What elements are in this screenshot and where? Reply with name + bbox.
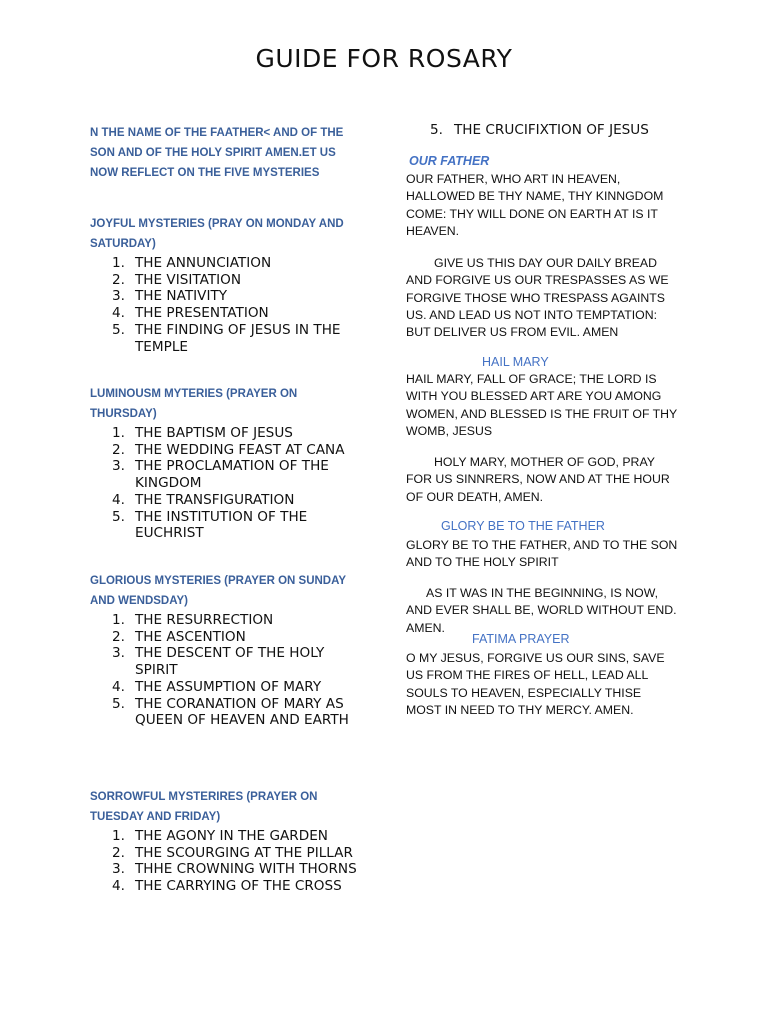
glorious-list xyxy=(90,612,370,729)
list-item: 3. THE PROCLAMATION OF THE KINGDOM xyxy=(112,458,329,492)
joyful-heading: JOYFUL MYSTERIES (PRAY ON MONDAY AND SATURDAY) xyxy=(90,218,344,250)
joyful-list xyxy=(90,255,370,355)
glory-be-p1: GLORY BE TO THE FATHER, AND TO THE SON AND TO THE HOLY SPIRIT xyxy=(406,538,678,570)
glory-be-heading: GLORY BE TO THE FATHER xyxy=(441,519,605,533)
our-father-p2: GIVE US THIS DAY OUR DAILY BREAD AND FORGIVE US OUR TRESPASSES AS WE FORGIVE THOSE WHO TRESPASS AGAINTS US. AND LEAD US NOT INTO TEMPTATION: BUT DELIVER US FROM EVIL. AMEN xyxy=(406,256,669,340)
sorrowful-list xyxy=(90,828,370,895)
list-item: 1. THE AGONY IN THE GARDEN xyxy=(112,828,328,844)
our-father-heading: OUR FATHER xyxy=(409,154,490,168)
list-item: 5. THE CORANATION OF MARY AS QUEEN OF HEAVEN AND EARTH xyxy=(112,695,349,729)
list-item: 1. THE ANNUNCIATION xyxy=(112,255,272,271)
list-item: 2. THE ASCENTION xyxy=(112,628,246,645)
list-item: 4. THE ASSUMPTION OF MARY xyxy=(112,678,322,695)
sorrowful-item-5: 5. THE CRUCIFIXTION OF JESUS xyxy=(430,122,649,138)
list-item: 4. THE CARRYING OF THE CROSS xyxy=(112,878,342,895)
list-item: 3. THE DESCENT OF THE HOLY SPIRIT xyxy=(112,645,325,679)
hail-mary-p2: HOLY MARY, MOTHER OF GOD, PRAY FOR US SINNRERS, NOW AND AT THE HOUR OF OUR DEATH, AMEN. xyxy=(406,455,670,504)
list-item: 4. THE TRANSFIGURATION xyxy=(112,491,295,508)
list-item: 1. THE RESURRECTION xyxy=(112,612,274,628)
list-item: 2. THE SCOURGING AT THE PILLAR xyxy=(112,844,353,861)
fatima-heading: FATIMA PRAYER xyxy=(472,632,570,646)
list-item: 4. THE PRESENTATION xyxy=(112,305,269,322)
list-item: 1. THE BAPTISM OF JESUS xyxy=(112,425,293,441)
list-item: 5. THE INSTITUTION OF THE EUCHRIST xyxy=(112,508,308,542)
glorious-heading: GLORIOUS MYSTERIES (PRAYER ON SUNDAY AND WENDSDAY) xyxy=(90,575,346,607)
intro-text: N THE NAME OF THE FAATHER< AND OF THE SON AND OF THE HOLY SPIRIT AMEN.ET US NOW REFLECT ON THE FIVE MYSTERIES xyxy=(90,127,344,179)
list-item: 3. THHE CROWNING WITH THORNS xyxy=(112,861,357,878)
list-item: 2. THE VISITATION xyxy=(112,271,242,288)
page-title: GUIDE FOR ROSARY xyxy=(255,44,513,73)
fatima-p1: O MY JESUS, FORGIVE US OUR SINS, SAVE US FROM THE FIRES OF HELL, LEAD ALL SOULS TO HEAVEN, ESPECIALLY THISE MOST IN NEED TO THY MERCY. AMEN. xyxy=(406,651,665,717)
glory-be-p2: AS IT WAS IN THE BEGINNING, IS NOW, AND EVER SHALL BE, WORLD WITHOUT END. AMEN. xyxy=(406,586,677,635)
luminous-heading: LUMINOUSM MYTERIES (PRAYER ON THURSDAY) xyxy=(90,388,298,420)
our-father-p1: OUR FATHER, WHO ART IN HEAVEN, HALLOWED BE THY NAME, THY KINNGDOM COME: THY WILL DONE ON EARTH AT IS IT HEAVEN. xyxy=(406,172,664,238)
list-item: 5. THE FINDING OF JESUS IN THE TEMPLE xyxy=(112,321,341,355)
sorrowful-heading: SORROWFUL MYSTERIRES (PRAYER ON TUESDAY AND FRIDAY) xyxy=(90,791,318,823)
list-item: 2. THE WEDDING FEAST AT CANA xyxy=(112,441,345,458)
list-item: 3. THE NATIVITY xyxy=(112,288,228,305)
hail-mary-heading: HAIL MARY xyxy=(482,355,549,369)
luminous-list xyxy=(90,425,370,542)
hail-mary-p1: HAIL MARY, FALL OF GRACE; THE LORD IS WITH YOU BLESSED ART ARE YOU AMONG WOMEN, AND BLESSED IS THE FRUIT OF THY WOMB, JESUS xyxy=(406,372,678,438)
